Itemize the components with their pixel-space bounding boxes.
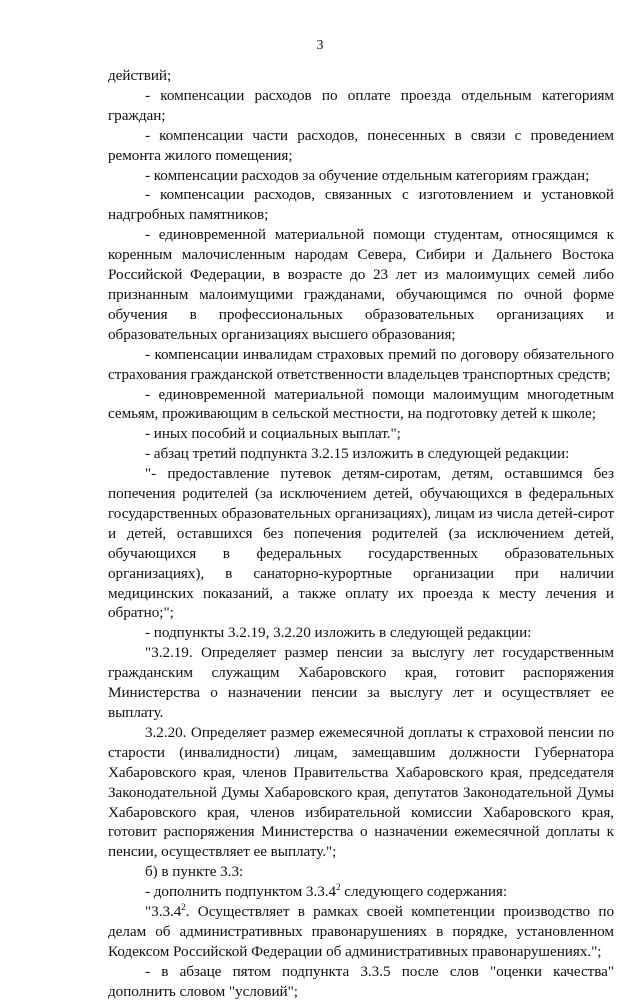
- amendment-3-3-5: - в абзаце пятом подпункта 3.3.5 после слов "оценки качества" дополнить словом "условий";: [108, 962, 614, 1000]
- list-item-insurance-compensation: - компенсации инвалидам страховых премий по договору обязательного страхования гражданской ответственности владельцев транспортных средств;: [108, 345, 614, 383]
- superscript: 2: [336, 882, 341, 893]
- text-fragment: . Осуществляет в рамках своей компетенции производство по делам об административных правонарушениях в порядке, установленном Кодексом Российской Федерации об административных правонарушениях.";: [108, 903, 614, 960]
- clause-3-2-20: 3.2.20. Определяет размер ежемесячной доплаты к страховой пенсии по старости (инвалидности) лицам, замещавшим должности Губернатора Хабаровского края, членов Правительства Хабаровского края, председателя Законодательной Думы Хабаровского края, депутатов Законодательной Думы Хабаровского края, членов избирательной комиссии Хабаровского края, готовит распоряжения Министерства о назначении ежемесячной доплаты к пенсии, осуществляет ее выплату.";: [108, 723, 614, 861]
- paragraph-continuation: действий;: [108, 67, 172, 84]
- list-item-large-family-aid: - единовременной материальной помощи малоимущим многодетным семьям, проживающим в сельской местности, на подготовку детей к школе;: [108, 385, 614, 423]
- amendment-3-2-15-intro: - абзац третий подпункта 3.2.15 изложить в следующей редакции:: [145, 445, 570, 463]
- add-clause-3-3-4-2-intro: [108, 882, 614, 902]
- list-item-education-compensation: - компенсации расходов за обучение отдельным категориям граждан;: [145, 166, 590, 184]
- list-item-monument-compensation: - компенсации расходов, связанных с изготовлением и установкой надгробных памятников;: [108, 186, 614, 224]
- text-fragment: следующего содержания:: [340, 883, 508, 901]
- text-fragment: "3.3.4: [145, 903, 182, 921]
- text-fragment: - дополнить подпунктом 3.3.4: [145, 883, 337, 901]
- list-item-other-benefits: - иных пособий и социальных выплат.";: [145, 425, 401, 443]
- page-number: 3: [316, 38, 324, 53]
- document-body: [108, 66, 614, 1002]
- list-item-student-aid: - единовременной материальной помощи студентам, относящимся к коренным малочисленным народам Севера, Сибири и Дальнего Востока Российской Федерации, в возрасте до 23 лет из малоимущих семей либо признанным малоимущими гражданами, обучающимся по очной форме обучения в профессиональных образовательных организациях и образовательных организациях высшего образования;: [108, 226, 614, 343]
- list-item-repair-compensation: - компенсации части расходов, понесенных в связи с проведением ремонта жилого помещения;: [108, 126, 614, 164]
- clause-3-3-4-2-text: [108, 902, 614, 962]
- amendment-3-2-19-20-intro: - подпункты 3.2.19, 3.2.20 изложить в следующей редакции:: [145, 624, 532, 642]
- superscript: 2: [181, 902, 186, 912]
- clause-3-2-19: "3.2.19. Определяет размер пенсии за выслугу лет государственным гражданским служащим Хабаровского края, готовит распоряжения Министерства о назначении пенсии за выслугу лет и осуществляет ее выплату.: [108, 644, 614, 721]
- amendment-3-2-15-text: "- предоставление путевок детям-сиротам, детям, оставшимся без попечения родителей (за исключением детей, обучающихся в федеральных государственных образовательных организациях), лицам из числа детей-сирот и детей, оставшихся без попечения родителей (за исключением детей, обучающихся в федеральных государственных образовательных организациях), в санаторно-курортные организации при наличии медицинских показаний, а также оплату их проезда к месту лечения и обратно;";: [108, 465, 614, 622]
- list-item-travel-compensation: - компенсации расходов по оплате проезда отдельным категориям граждан;: [108, 86, 614, 124]
- item-b-clause-3-3: б) в пункте 3.3:: [145, 863, 244, 881]
